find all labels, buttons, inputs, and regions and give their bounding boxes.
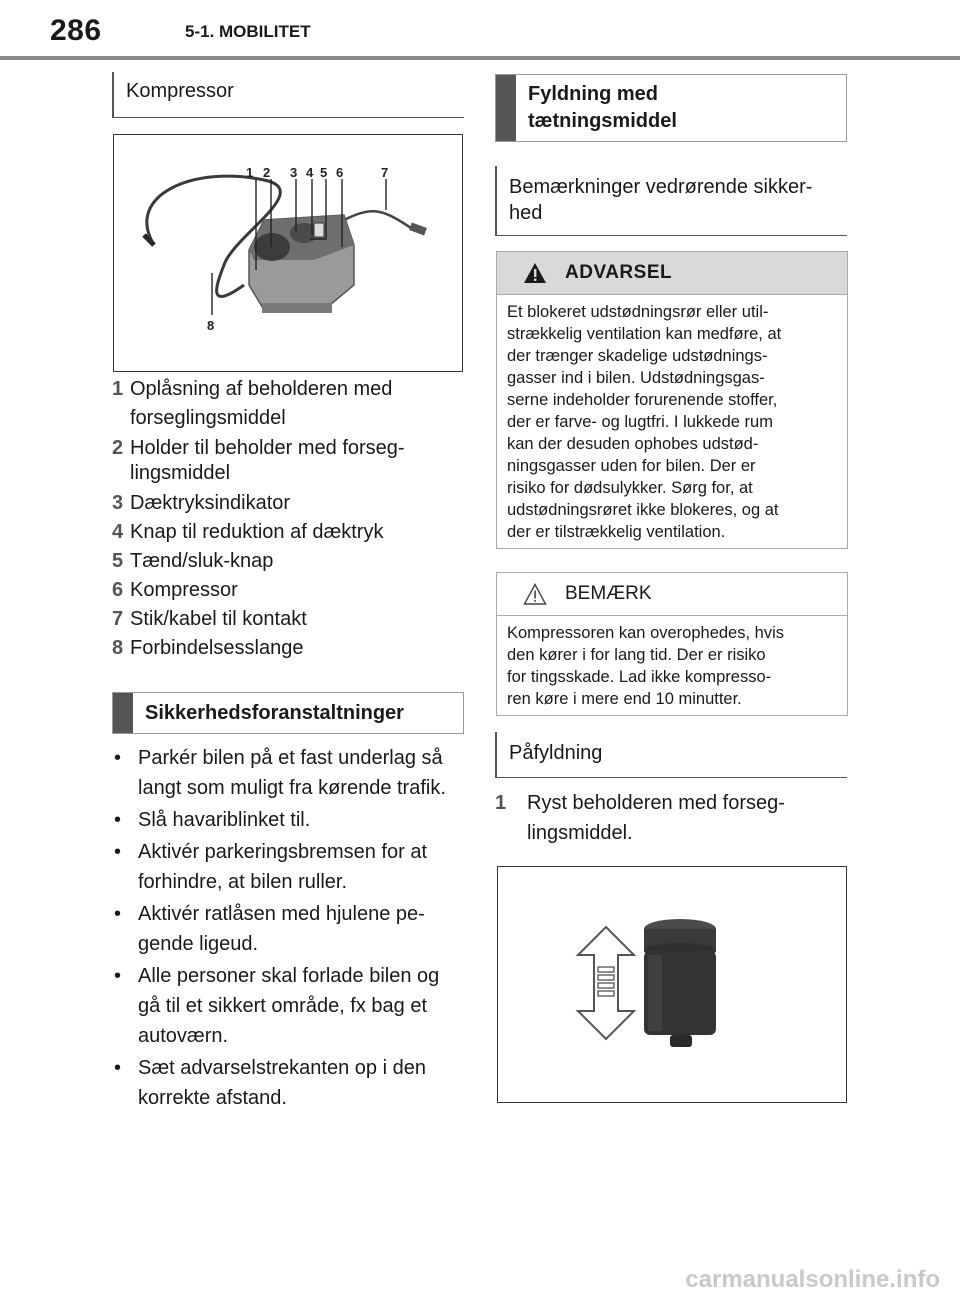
warning-text: Et blokeret udstødningsrør eller util- strækkelig ventilation kan medføre, at der trænger skadelige udstødnings- gasser ind i bilen. Udstødningsgas- serne indeholder forurenende stoffer, der er farve- og lugtfri. I lukkede rum kan der desuden ophobes udstød- ningsgasser uden for bilen. Der er risiko for dødsulykker. Sørg for, at udstødningsrøret ikke blokeres, og at der er tilstrækkelig ventilation. — [507, 303, 782, 541]
list-item: 7 Stik/kabel til kontakt — [112, 608, 307, 630]
safety-notes-heading: Bemærkninger vedrørende sikker- hed — [495, 166, 847, 236]
step-1: 1 Ryst beholderen med forseg- lingsmiddel. — [495, 788, 847, 848]
callout-2: 2 — [263, 165, 271, 180]
list-item: • Alle personer skal forlade bilen og gå til et sikkert område, fx bag et autoværn. — [100, 961, 462, 1051]
list-item: 5 Tænd/sluk-knap — [112, 550, 274, 572]
safety-heading: Sikkerhedsforanstaltninger — [112, 692, 464, 734]
warning-box — [496, 251, 848, 549]
section-title: 5-1. MOBILITET — [185, 22, 311, 41]
shake-illustration — [498, 867, 845, 1101]
callout-6: 6 — [336, 165, 344, 180]
list-item: 1 Oplåsning af beholderen med forseglingsmiddel — [112, 378, 393, 429]
callout-3: 3 — [290, 165, 298, 180]
list-item: • Sæt advarselstrekanten op i den korrekte afstand. — [100, 1053, 462, 1113]
fill-heading: Fyldning med tætningsmiddel — [495, 74, 847, 142]
list-item: 2 Holder til beholder med forseg-lingsmiddel — [112, 437, 405, 484]
section-bar — [113, 693, 133, 733]
shake-figure — [497, 866, 847, 1103]
warning-title: ADVARSEL — [565, 262, 673, 283]
note-box — [496, 572, 848, 716]
warning-triangle-icon — [523, 262, 547, 284]
list-item: 8 Forbindelsesslange — [112, 637, 304, 659]
list-item: 4 Knap til reduktion af dæktryk — [112, 521, 384, 543]
kompressor-heading — [112, 72, 464, 118]
list-item: • Aktivér parkeringsbremsen for at forhindre, at bilen ruller. — [100, 837, 462, 897]
kompressor-heading-text: Kompressor — [126, 80, 234, 102]
callout-4: 4 — [306, 165, 314, 180]
callout-5: 5 — [320, 165, 328, 180]
watermark: carmanualsonline.info — [685, 1266, 940, 1293]
step-number: 1 — [495, 792, 507, 814]
parts-list — [100, 375, 465, 663]
caution-triangle-icon — [523, 583, 547, 605]
list-item: 3 Dæktryksindikator — [112, 492, 291, 514]
callout-7: 7 — [381, 165, 389, 180]
callout-8: 8 — [207, 318, 215, 333]
note-title: BEMÆRK — [565, 583, 652, 604]
page-number: 286 — [50, 14, 102, 47]
safety-list — [100, 743, 462, 1115]
note-title-bar — [497, 573, 847, 616]
list-item: • Slå havariblinket til. — [100, 805, 462, 835]
compressor-illustration — [114, 135, 461, 370]
note-text: Kompressoren kan overophedes, hvis den kører i for lang tid. Der er risiko for tingsskade. Lad ikke kompresso- ren køre i mere end 10 minutter. — [507, 624, 784, 708]
list-item: 6 Kompressor — [112, 579, 238, 601]
warning-title-bar — [497, 252, 847, 295]
compressor-figure — [113, 134, 463, 372]
list-item: • Parkér bilen på et fast underlag så langt som muligt fra kørende trafik. — [100, 743, 462, 803]
list-item: • Aktivér ratlåsen med hjulene pe-gende ligeud. — [100, 899, 462, 959]
header-divider — [0, 56, 960, 60]
callout-1: 1 — [246, 165, 254, 180]
section-bar — [496, 75, 516, 141]
refill-heading: Påfyldning — [495, 732, 847, 778]
